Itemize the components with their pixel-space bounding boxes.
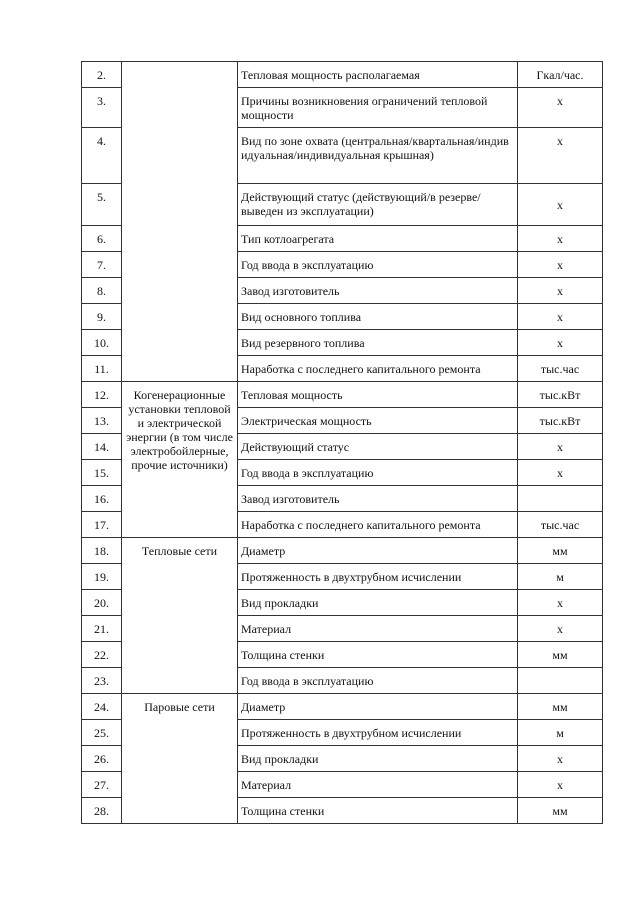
row-number: 13.	[82, 408, 122, 434]
row-number: 11.	[82, 356, 122, 382]
row-unit: м	[518, 564, 603, 590]
row-parameter: Тип котлоагрегата	[238, 226, 518, 252]
row-unit: Гкал/час.	[518, 62, 603, 88]
row-parameter: Действующий статус	[238, 434, 518, 460]
row-number: 17.	[82, 512, 122, 538]
row-parameter: Вид по зоне охвата (центральная/квартальная/индивидуальная/индивидуальная крышная)	[238, 128, 518, 184]
row-parameter: Год ввода в эксплуатацию	[238, 460, 518, 486]
row-parameter: Год ввода в эксплуатацию	[238, 668, 518, 694]
row-number: 2.	[82, 62, 122, 88]
row-unit: мм	[518, 798, 603, 824]
row-number: 14.	[82, 434, 122, 460]
table-row	[82, 382, 603, 408]
row-unit: тыс.кВт	[518, 382, 603, 408]
row-parameter: Толщина стенки	[238, 798, 518, 824]
row-number: 3.	[82, 88, 122, 128]
row-parameter: Наработка с последнего капитального ремонта	[238, 512, 518, 538]
row-number: 4.	[82, 128, 122, 184]
row-unit: х	[518, 304, 603, 330]
row-parameter: Завод изготовитель	[238, 486, 518, 512]
row-number: 24.	[82, 694, 122, 720]
table-row	[82, 62, 603, 88]
row-parameter: Диаметр	[238, 694, 518, 720]
row-parameter: Материал	[238, 772, 518, 798]
row-parameter: Электрическая мощность	[238, 408, 518, 434]
row-unit: х	[518, 252, 603, 278]
row-number: 21.	[82, 616, 122, 642]
row-number: 10.	[82, 330, 122, 356]
row-parameter: Причины возникновения ограничений тепловой мощности	[238, 88, 518, 128]
row-number: 8.	[82, 278, 122, 304]
row-parameter: Тепловая мощность	[238, 382, 518, 408]
row-parameter: Завод изготовитель	[238, 278, 518, 304]
row-unit: х	[518, 460, 603, 486]
row-parameter: Материал	[238, 616, 518, 642]
row-parameter: Толщина стенки	[238, 642, 518, 668]
row-unit: тыс.час	[518, 512, 603, 538]
row-parameter: Год ввода в эксплуатацию	[238, 252, 518, 278]
row-number: 5.	[82, 184, 122, 226]
row-unit: мм	[518, 538, 603, 564]
row-number: 15.	[82, 460, 122, 486]
group-cell-steam-networks: Паровые сети	[122, 694, 238, 824]
row-unit: х	[518, 746, 603, 772]
row-unit: х	[518, 128, 603, 184]
row-number: 19.	[82, 564, 122, 590]
row-unit	[518, 668, 603, 694]
row-parameter: Вид прокладки	[238, 746, 518, 772]
group-cell-boilers	[122, 62, 238, 382]
row-parameter: Действующий статус (действующий/в резерве/выведен из эксплуатации)	[238, 184, 518, 226]
row-unit	[518, 486, 603, 512]
row-number: 16.	[82, 486, 122, 512]
row-unit: х	[518, 278, 603, 304]
parameters-table	[81, 61, 603, 824]
row-parameter: Тепловая мощность располагаемая	[238, 62, 518, 88]
row-unit: х	[518, 88, 603, 128]
row-number: 12.	[82, 382, 122, 408]
row-parameter: Вид резервного топлива	[238, 330, 518, 356]
row-unit: х	[518, 434, 603, 460]
group-cell-heat-networks: Тепловые сети	[122, 538, 238, 694]
row-number: 9.	[82, 304, 122, 330]
row-unit: х	[518, 772, 603, 798]
row-parameter: Наработка с последнего капитального ремонта	[238, 356, 518, 382]
row-number: 27.	[82, 772, 122, 798]
row-unit: х	[518, 590, 603, 616]
row-unit: х	[518, 184, 603, 226]
row-unit: тыс.кВт	[518, 408, 603, 434]
row-unit: х	[518, 226, 603, 252]
row-number: 6.	[82, 226, 122, 252]
row-number: 22.	[82, 642, 122, 668]
table-row	[82, 538, 603, 564]
row-number: 7.	[82, 252, 122, 278]
row-parameter: Вид прокладки	[238, 590, 518, 616]
row-unit: тыс.час	[518, 356, 603, 382]
row-number: 28.	[82, 798, 122, 824]
row-number: 26.	[82, 746, 122, 772]
row-parameter: Протяженность в двухтрубном исчислении	[238, 564, 518, 590]
row-parameter: Протяженность в двухтрубном исчислении	[238, 720, 518, 746]
row-unit: мм	[518, 642, 603, 668]
row-number: 18.	[82, 538, 122, 564]
row-unit: мм	[518, 694, 603, 720]
row-number: 25.	[82, 720, 122, 746]
row-unit: х	[518, 616, 603, 642]
row-number: 23.	[82, 668, 122, 694]
row-unit: м	[518, 720, 603, 746]
group-cell-cogeneration: Когенерационные установки тепловой и электрической энергии (в том числе электробойлерные, прочие источники)	[122, 382, 238, 538]
row-parameter: Диаметр	[238, 538, 518, 564]
row-number: 20.	[82, 590, 122, 616]
table-row	[82, 694, 603, 720]
row-unit: х	[518, 330, 603, 356]
row-parameter: Вид основного топлива	[238, 304, 518, 330]
